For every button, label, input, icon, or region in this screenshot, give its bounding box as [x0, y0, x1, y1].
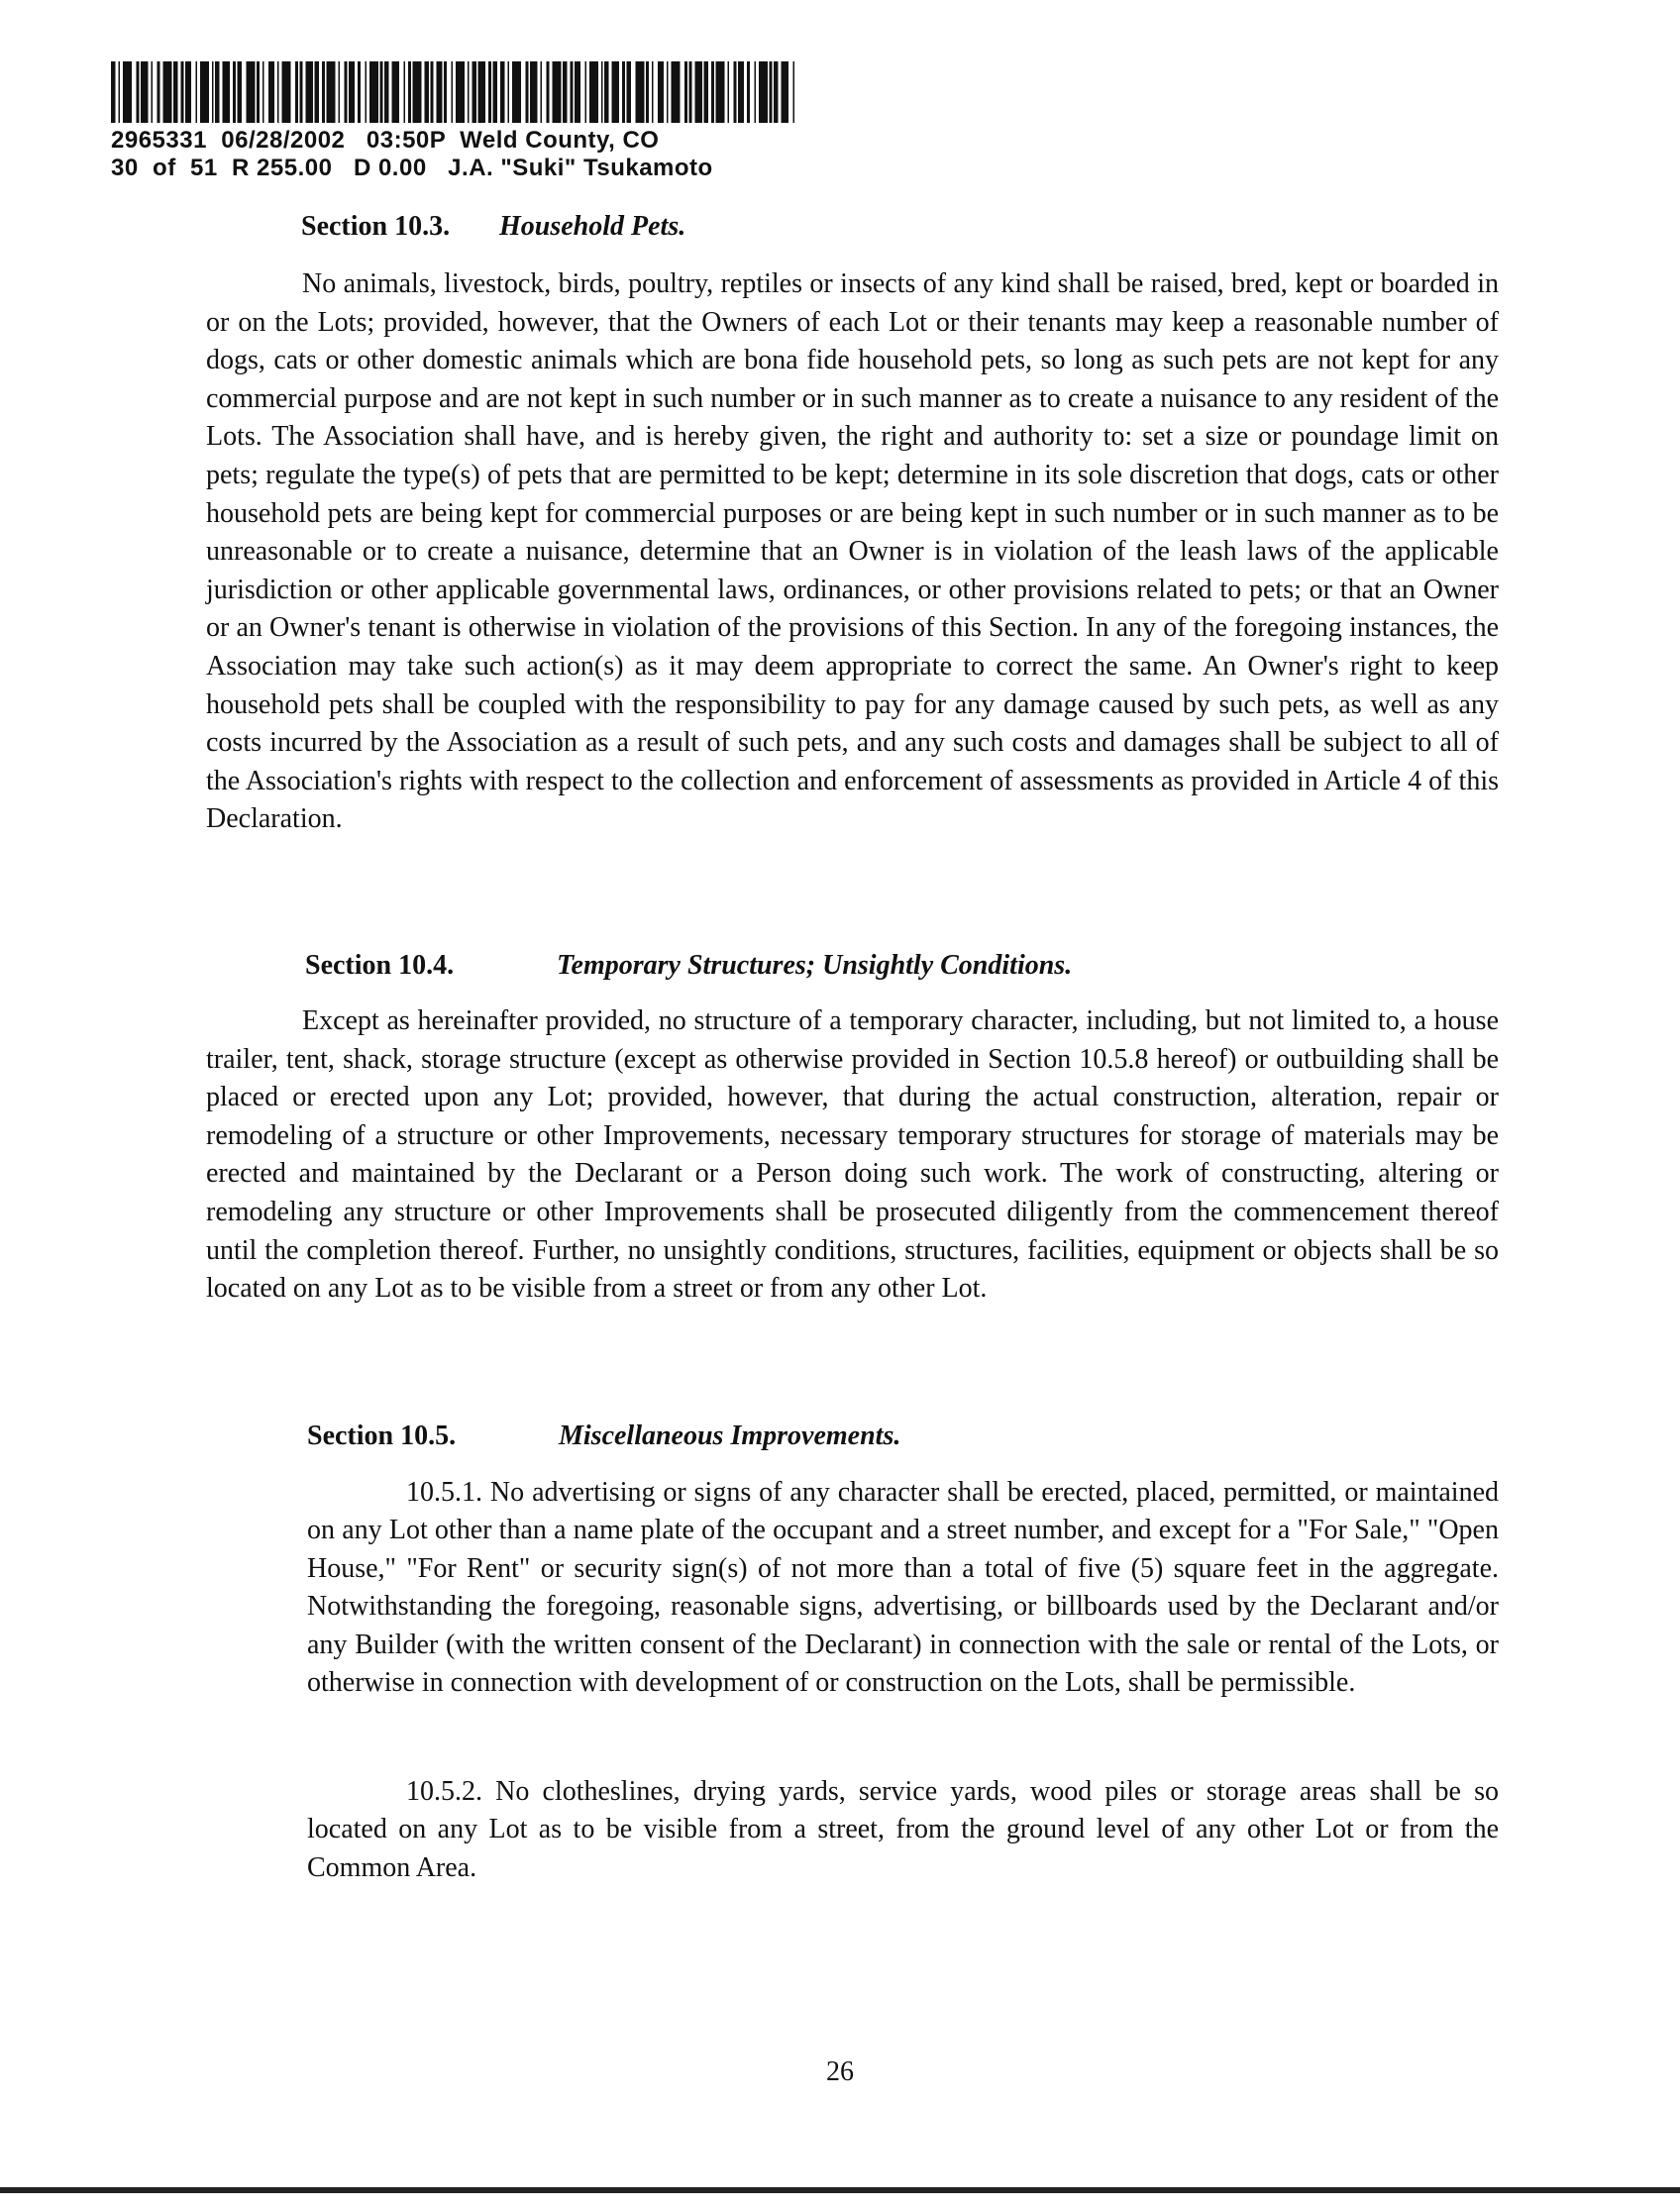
barcode-bar	[306, 61, 314, 123]
barcode-bar	[349, 61, 355, 123]
barcode-bar	[672, 61, 681, 123]
bottom-divider	[0, 2187, 1680, 2193]
barcode-bar	[601, 61, 603, 123]
section-number: Section 10.4.	[305, 950, 455, 981]
barcode-bar	[563, 61, 568, 123]
barcode-bar	[437, 61, 443, 123]
subsection-paragraph: 10.5.1. No advertising or signs of any character shall be erected, placed, permitted, or maintained on any Lot other than a name plate of the occupant and a street number, and except for a "For Sale," "Open House," "For Rent" or security sign(s) of not more than a total of five (5) square feet in the aggregate. Notwithstanding the foregoing, reasonable signs, advertising, or billboards used by the Declarant and/or any Builder (with the written consent of the Declarant) in connection with the sale or rental of the Lots, or otherwise in connection with development of or construction on the Lots, shall be permissible.	[307, 1477, 1499, 1699]
barcode-bar	[200, 61, 209, 123]
barcode-bar	[158, 61, 160, 123]
section-heading	[301, 211, 686, 243]
barcode-bar	[689, 61, 692, 123]
barcode-bar	[452, 61, 454, 123]
barcode-bar	[262, 61, 264, 123]
barcode-bar	[728, 61, 730, 123]
barcode-bar	[636, 61, 645, 123]
barcode-bar	[444, 61, 447, 123]
barcode-bar	[589, 61, 598, 123]
barcode-bar	[163, 61, 172, 123]
subsection-paragraph: 10.5.2. No clotheslines, drying yards, service yards, wood piles or storage areas shall be so located on any Lot as to be visible from a street, from the ground level of any other Lot or from the Common Area.	[307, 1776, 1499, 1883]
barcode-bar	[315, 61, 320, 123]
barcode-bar	[456, 61, 465, 123]
barcode-bar	[627, 61, 632, 123]
section-heading	[305, 950, 1073, 982]
section-number: Section 10.5.	[307, 1421, 457, 1451]
barcode-bar	[774, 61, 779, 123]
page-number: 26	[826, 2056, 854, 2087]
barcode-bar	[526, 61, 529, 123]
section-number: Section 10.3.	[301, 211, 451, 242]
barcode-bar	[247, 61, 256, 123]
barcode-bar	[137, 61, 140, 123]
barcode-bar	[547, 61, 550, 123]
barcode-bar	[233, 61, 236, 123]
barcode-bar	[413, 61, 422, 123]
barcode-bar	[358, 61, 361, 123]
barcode-bar	[755, 61, 757, 123]
barcode-bar	[257, 61, 260, 123]
barcode-bar	[119, 61, 121, 123]
barcode-bar	[493, 61, 498, 123]
barcode-bar	[716, 61, 725, 123]
barcode-bar	[431, 61, 434, 123]
barcode-bar	[345, 61, 348, 123]
barcode-bar	[770, 61, 773, 123]
barcode-bar	[711, 61, 714, 123]
recording-info-line-1: 2965331 06/28/2002 03:50P Weld County, CO	[111, 127, 660, 154]
barcode-bar	[327, 61, 336, 123]
barcode-bar	[646, 61, 649, 123]
barcode-bar	[366, 61, 368, 123]
section-title: Temporary Structures; Unsightly Conditions.	[557, 950, 1073, 981]
barcode-bar	[339, 61, 341, 123]
barcode-bar	[571, 61, 574, 123]
barcode-bar	[369, 61, 378, 123]
barcode-bar	[652, 61, 654, 123]
barcode-bar	[612, 61, 620, 123]
recording-info-line-2: 30 of 51 R 255.00 D 0.00 J.A. "Suki" Tsukamoto	[111, 155, 713, 181]
barcode-bar	[223, 61, 231, 123]
barcode-bar	[695, 61, 703, 123]
barcode-bar	[604, 61, 609, 123]
barcode-bar	[295, 61, 298, 123]
barcode-bar	[185, 61, 191, 123]
barcode-bar	[500, 61, 505, 123]
section-body: Except as hereinafter provided, no structure of a temporary character, including, but not limited to, a house trailer, tent, shack, storage structure (except as otherwise provided in Section 10.5.8 hereof) or outbuilding shall be placed or erected upon any Lot; provided, however, that during the actual construction, alteration, repair or remodeling of a structure or other Improvements, necessary temporary structures for storage of materials may be erected and maintained by the Declarant or a Person doing such work. The work of constructing, altering or remodeling any structure or other Improvements shall be prosecuted diligently from the commencement thereof until the completion thereof. Further, no unsightly conditions, structures, facilities, equipment or objects shall be so located on any Lot as to be visible from a street or from any other Lot.	[206, 1005, 1499, 1305]
barcode-bar	[392, 61, 400, 123]
barcode-bar	[173, 61, 178, 123]
barcode-bar	[530, 61, 538, 123]
barcode-bar	[508, 61, 510, 123]
barcode-bar	[282, 61, 291, 123]
barcode-bar	[322, 61, 325, 123]
barcode-bar	[734, 61, 737, 123]
barcode-bar	[738, 61, 744, 123]
barcode-bar	[622, 61, 625, 123]
barcode-bar	[408, 61, 411, 123]
section-title: Household Pets.	[499, 211, 686, 242]
barcode-bar	[478, 61, 486, 123]
barcode-bar	[553, 61, 562, 123]
barcode-bar	[277, 61, 279, 123]
barcode-bar	[152, 61, 154, 123]
barcode-bar	[512, 61, 521, 123]
section-body: No animals, livestock, birds, poultry, reptiles or insects of any kind shall be raised, bred, kept or boarded in or on the Lots; provided, however, that the Owners of each Lot or their tenants may keep a reasonable number of dogs, cats or other domestic animals which are bona fide household pets, so long as such pets are not kept for any commercial purpose and are not kept in such number or in such manner as to create a nuisance to any resident of the Lots. The Association shall have, and is hereby given, the right and authority to: set a size or poundage limit on pets; regulate the type(s) of pets that are permitted to be kept; determine in its sole discretion that dogs, cats or other household pets are being kept for commercial purposes or are being kept in such number or in such manner as to be unreasonable or to create a nuisance, determine that an Owner is in violation of the leash laws of the applicable jurisdiction or other applicable governmental laws, ordinances, or other provisions related to pets; or that an Owner or an Owner's tenant is otherwise in violation of the provisions of this Section. In any of the foregoing instances, the Association may take such action(s) as it may deem appropriate to correct the same. An Owner's right to keep household pets shall be coupled with the responsibility to pay for any damage caused by such pets, as well as any costs incurred by the Association as a result of such pets, and any such costs and damages shall be subject to all of the Association's rights with respect to the collection and enforcement of assessments as provided in Article 4 of this Declaration.	[206, 268, 1499, 835]
barcode-bar	[747, 61, 750, 123]
barcode-bar	[759, 61, 768, 123]
barcode-bar	[111, 61, 116, 123]
barcode-bar	[215, 61, 220, 123]
barcode-bar	[425, 61, 430, 123]
barcode-bar	[181, 61, 184, 123]
barcode-bar	[468, 61, 470, 123]
barcode-bar	[782, 61, 789, 123]
barcode-bar	[384, 61, 389, 123]
barcode-bar	[684, 61, 687, 123]
barcode-bar	[793, 61, 795, 123]
barcode-bar	[212, 61, 214, 123]
barcode-bar	[404, 61, 406, 123]
barcode-bar	[472, 61, 477, 123]
barcode-bar	[141, 61, 149, 123]
barcode-bar	[300, 61, 303, 123]
barcode-bar	[541, 61, 543, 123]
barcode-bar	[704, 61, 709, 123]
barcode-bar	[123, 61, 132, 123]
barcode-bar	[488, 61, 491, 123]
recording-barcode	[111, 61, 794, 123]
barcode-bar	[196, 61, 198, 123]
barcode-bar	[268, 61, 274, 123]
barcode-bar	[380, 61, 383, 123]
barcode-bar	[667, 61, 669, 123]
barcode-bar	[238, 61, 243, 123]
section-title: Miscellaneous Improvements.	[559, 1421, 901, 1451]
barcode-bar	[585, 61, 587, 123]
barcode-bar	[658, 61, 664, 123]
barcode-bar	[575, 61, 580, 123]
section-heading	[307, 1421, 901, 1452]
